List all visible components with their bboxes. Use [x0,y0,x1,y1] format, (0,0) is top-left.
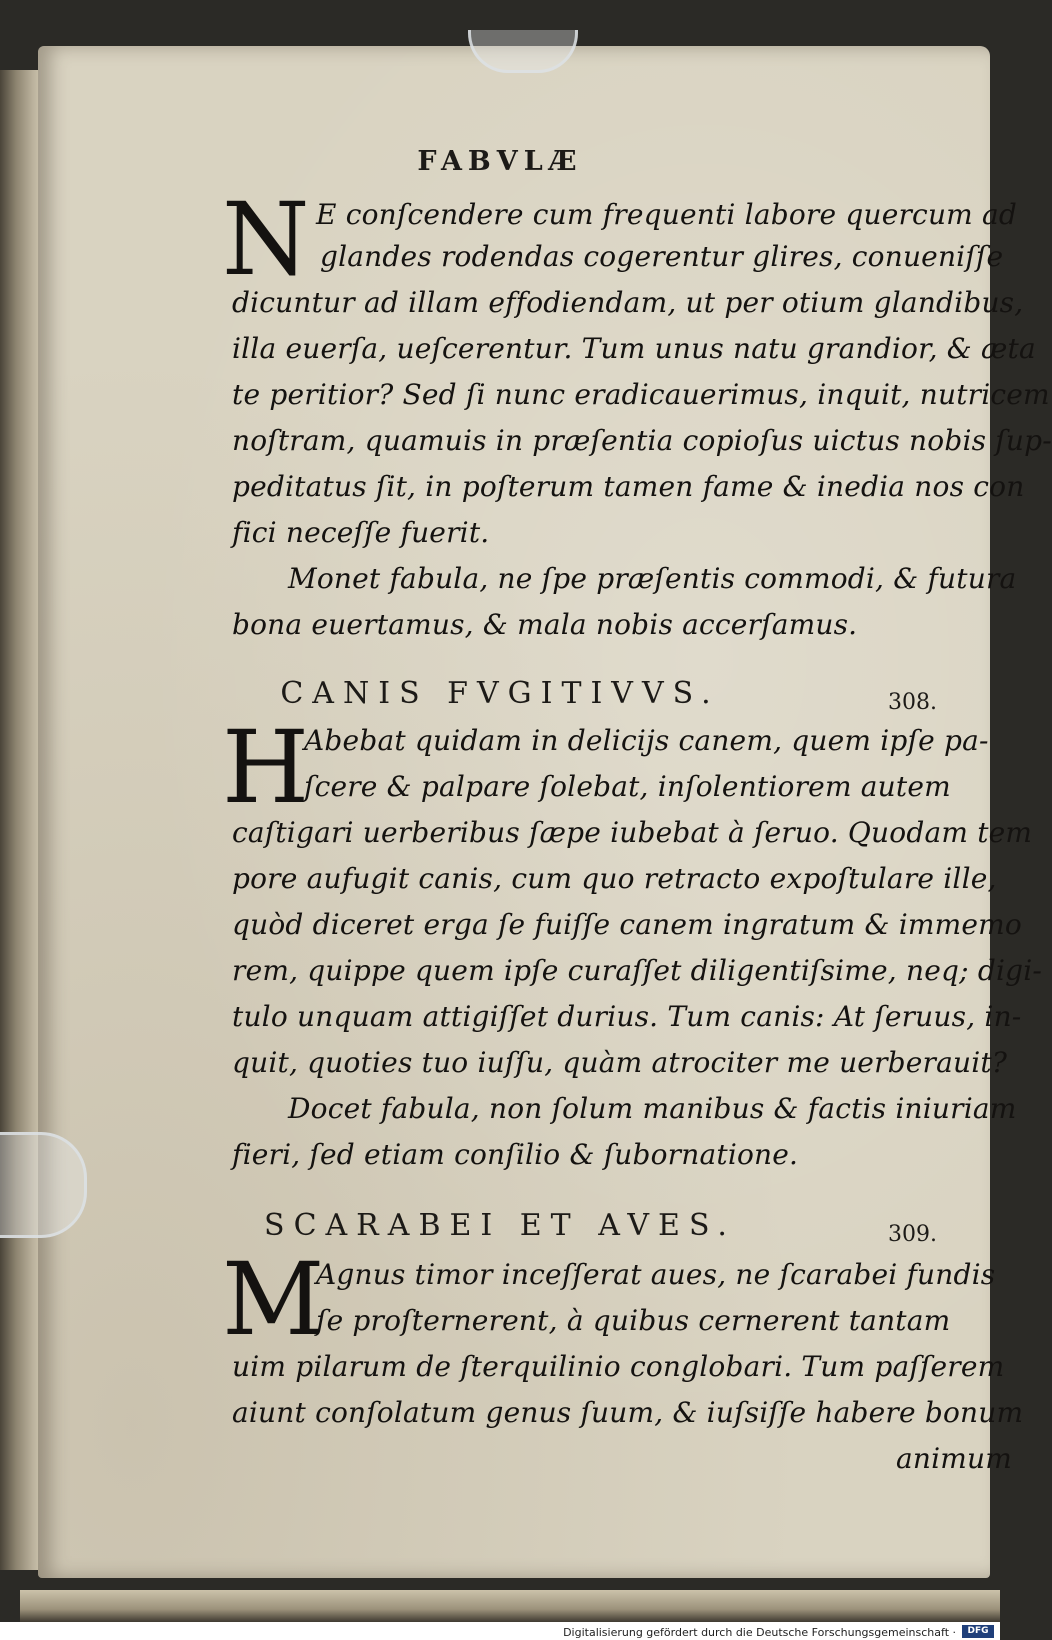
fable-1-line: fici neceſſe fuerit. [232,516,490,549]
catchword: animum [896,1442,1013,1475]
footer-credit: Digitalisierung gefördert durch die Deutsche Forschungsgemeinschaft · [563,1626,956,1639]
dropcap-fable-309: M [222,1241,325,1358]
fable-1-line: dicuntur ad illam effodiendam, ut per otium glandibus, [232,286,1024,319]
fable-308-line: quòd diceret erga ſe fuiſſe canem ingratum & immemo [232,908,1022,941]
fable-1-line: E conſcendere cum frequenti labore quercum ad [316,198,1018,231]
fable-308-line: ſcere & palpare ſolebat, inſolentiorem autem [304,770,951,803]
fable-1-line: te peritior? Sed ſi nunc eradicauerimus, inquit, nutricem [232,378,1050,411]
fable-309-line: uim pilarum de ſterquilinio conglobari. Tum paſſerem [232,1350,1005,1383]
fable-title-canis-fugitivus: CANIS FVGITIVVS. [280,676,720,711]
page-bottom-edge [20,1590,1000,1622]
fable-number-309: 309. [888,1222,937,1247]
fable-1-line: illa euerſa, ueſcerentur. Tum unus natu grandior, & æta [232,332,1036,365]
fable-309-line: aiunt conſolatum genus ſuum, & iuſsiſſe habere bonum [232,1396,1024,1429]
fable-308-line: rem, quippe quem ipſe curaſſet diligentiſsime, neq; digi- [232,954,1043,987]
fable-308-line: quit, quoties tuo iuſſu, quàm atrociter me uerberauit? [232,1046,1008,1079]
dropcap-fable-1: N [222,181,310,298]
dfg-logo: DFG [962,1625,994,1638]
fable-1-line: noſtram, quamuis in præſentia copioſus uictus nobis ſup- [232,424,1052,457]
fable-1-moral-line: bona euertamus, & mala nobis accerſamus. [232,608,858,641]
fable-number-308: 308. [888,690,937,715]
fable-1-moral-line: Monet fabula, ne ſpe præſentis commodi, & futura [288,562,1017,595]
fable-308-line: tulo unquam attigiſſet durius. Tum canis: At ſeruus, in- [232,1000,1022,1033]
fable-1-line: peditatus ſit, in poſterum tamen fame & inedia nos con [232,470,1025,503]
fable-308-moral-line: Docet fabula, non ſolum manibus & factis iniuriam [288,1092,1017,1125]
fable-308-line: Abebat quidam in delicijs canem, quem ipſe pa- [304,724,989,757]
running-head: FABVLÆ [417,146,583,177]
fable-1-line: glandes rodendas cogerentur glires, conueniſſe [320,240,1004,273]
fable-308-line: caſtigari uerberibus ſæpe iubebat à ſeruo. Quodam tem [232,816,1033,849]
fable-308-line: pore aufugit canis, cum quo retracto expoſtulare ille, [232,862,997,895]
fable-309-line: Agnus timor inceſſerat aues, ne ſcarabei fundis [316,1258,996,1291]
fable-title-scarabei-et-aves: SCARABEI ET AVES. [264,1208,736,1243]
book-page [38,46,990,1578]
dropcap-fable-308: H [222,709,310,826]
fable-309-line: ſe proſternerent, à quibus cernerent tantam [316,1304,951,1337]
fable-308-moral-line: fieri, ſed etiam conſilio & ſubornatione. [232,1138,799,1171]
